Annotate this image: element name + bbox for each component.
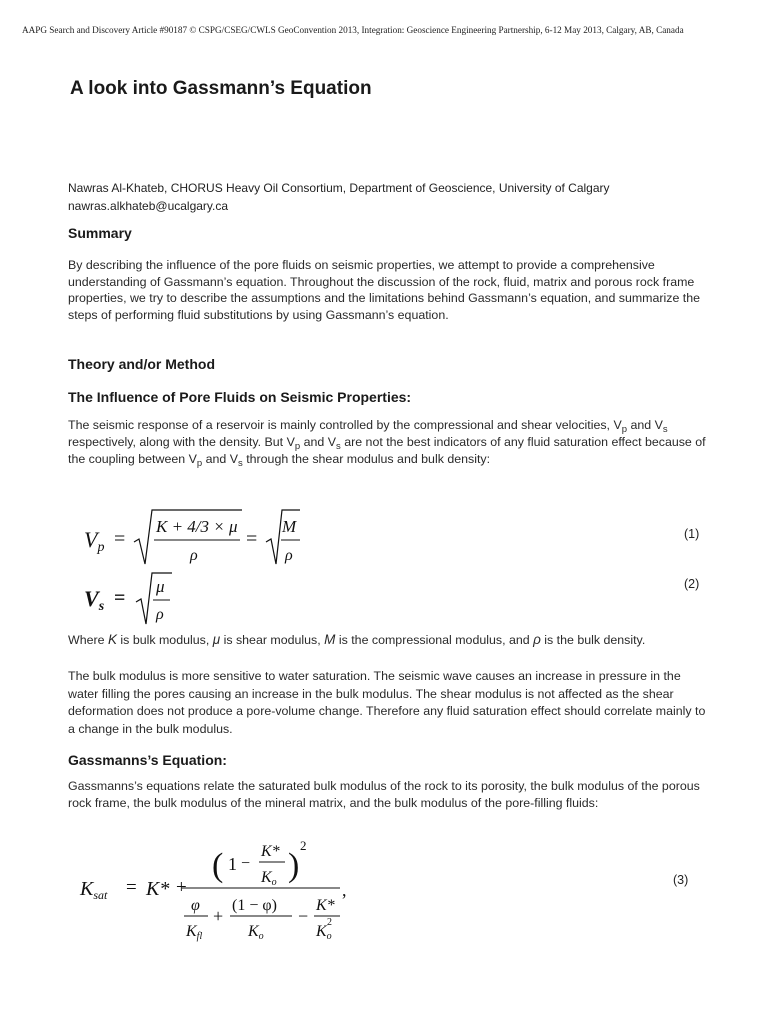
svg-text:2: 2 xyxy=(300,838,307,853)
svg-text:Vs: Vs xyxy=(84,586,105,614)
summary-heading: Summary xyxy=(68,225,132,241)
summary-text: By describing the influence of the pore fluids on seismic properties, we attempt to provide a comprehensive understanding of Gassmann’s equation. Throughout the discussion of the rock, fluid, matrix and porous rock frame properties, we try to describe the assumptions and the limitations behind Gassmann’s equation, and summarize the steps of performing fluid substitutions by using Gassmann’s equation. xyxy=(68,258,701,322)
svg-text:1: 1 xyxy=(228,854,237,874)
svg-text:ρ: ρ xyxy=(285,547,293,564)
equation-3-number: (3) xyxy=(673,873,689,887)
svg-text:=: = xyxy=(114,528,126,550)
author-block xyxy=(68,179,610,215)
paper-title: A look into Gassmann’s Equation xyxy=(70,78,372,99)
svg-text:φ: φ xyxy=(191,897,200,914)
svg-text:=: = xyxy=(126,877,137,898)
equation-1 xyxy=(78,502,318,572)
definitions-text: Where K is bulk modulus, μ is shear modulus, M is the compressional modulus, and ρ is the bulk density. xyxy=(68,632,646,647)
citation-header: AAPG Search and Discovery Article #90187 © CSPG/CSEG/CWLS GeoConvention 2013, Integration: Geoscience Engineering Partnership, 6-12 May 2013, Calgary, AB, Canada xyxy=(22,25,684,35)
svg-text:K*: K* xyxy=(316,897,335,914)
svg-text:2: 2 xyxy=(327,917,332,928)
svg-text:+: + xyxy=(213,906,224,926)
svg-text:K + 4/3 × μ: K + 4/3 × μ xyxy=(156,517,238,536)
svg-text:−: − xyxy=(241,855,251,872)
svg-text:μ: μ xyxy=(156,577,165,596)
vs-symbol: $V_s$ xyxy=(654,418,668,435)
gassmann-text: Gassmanns’s equations relate the saturated bulk modulus of the rock to its porosity, the bulk modulus of the porous rock frame, the bulk modulus of the mineral matrix, and the bulk modulus of the pore-filling fluids: xyxy=(68,779,700,810)
svg-text:Ko: Ko xyxy=(316,923,332,942)
svg-text:Ko: Ko xyxy=(248,923,264,942)
theory-heading: Theory and/or Method xyxy=(68,356,215,372)
svg-text:=: = xyxy=(246,528,258,550)
author-affiliation: Nawras Al-Khateb, CHORUS Heavy Oil Consortium, Department of Geoscience, University of Calgary xyxy=(68,181,610,195)
influence-text: The seismic response of a reservoir is mainly controlled by the compressional and shear velocities, $V_p$ and $V_s$ respectively, along with the density. But $V_p$ and $V_s$ are not the best indicators of any fluid saturation effect because of the coupling between $V_p$ and $V_s$ through the shear modulus and bulk density: xyxy=(68,418,706,469)
svg-text:,: , xyxy=(342,880,347,900)
svg-text:ρ: ρ xyxy=(156,606,164,623)
svg-text:K*: K* xyxy=(146,878,170,900)
svg-text:ρ: ρ xyxy=(190,547,198,564)
svg-text:(1 − φ): (1 − φ) xyxy=(232,897,277,914)
svg-text:+: + xyxy=(176,877,187,898)
svg-text:K*: K* xyxy=(261,843,280,860)
svg-text:Ksat: $K_{sat}$ xyxy=(80,878,108,902)
svg-text:=: = xyxy=(114,587,126,609)
svg-text:−: − xyxy=(298,906,309,926)
svg-text:): ) xyxy=(288,847,300,884)
vp-symbol: $V_p$ xyxy=(613,418,628,435)
equation-1-number: (1) xyxy=(684,527,700,541)
equation-3 xyxy=(78,832,378,952)
svg-text:Ko: Ko xyxy=(261,869,277,888)
svg-text:Vp: Vp xyxy=(84,527,105,555)
svg-text:(: ( xyxy=(212,847,224,884)
influence-heading: The Influence of Pore Fluids on Seismic Properties: xyxy=(68,389,412,405)
bulk-modulus-text: The bulk modulus is more sensitive to water saturation. The seismic wave causes an increase in pressure in the water filling the pores causing an increase in the bulk modulus. The shear modulus is not affected as the shear deformation does not produce a pore-volume change. Therefore any fluid saturation effect should correlate mainly to a change in the bulk modulus. xyxy=(68,669,706,736)
equation-2 xyxy=(78,568,188,628)
author-email[interactable]: nawras.alkhateb@ucalgary.ca xyxy=(68,199,229,213)
gassmann-heading: Gassmanns’s Equation: xyxy=(68,752,227,768)
svg-text:Kfl: Kfl xyxy=(186,923,203,942)
svg-text:M: M xyxy=(282,517,297,536)
equation-2-number: (2) xyxy=(684,577,700,591)
